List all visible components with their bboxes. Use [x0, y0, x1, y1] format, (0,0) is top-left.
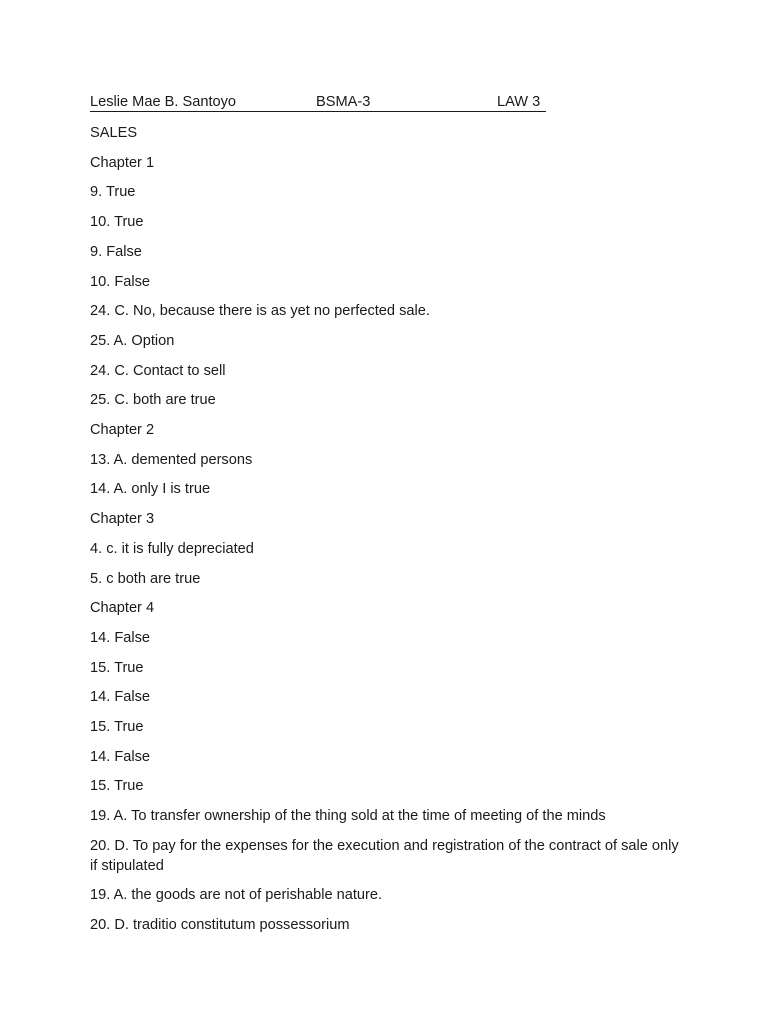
section-title: SALES	[90, 125, 138, 141]
answer-line: 19. A. the goods are not of perishable nature.	[90, 887, 383, 904]
answer-line: 19. A. To transfer ownership of the thing sold at the time of meeting of the minds	[90, 808, 606, 825]
answer-line: 15. True	[90, 719, 144, 736]
answer-line: 20. D. traditio constitutum possessorium	[90, 916, 350, 933]
answer-line: 20. D. To pay for the expenses for the execution and registration of the contract of sale only if stipulated	[90, 837, 679, 874]
chapter-heading: Chapter 4	[90, 600, 155, 617]
answer-line: 14. False	[90, 748, 151, 765]
subject-code: LAW 3	[497, 94, 541, 110]
answer-line: 5. c both are true	[90, 570, 201, 587]
answer-line: 9. True	[90, 184, 136, 201]
document-page	[90, 94, 680, 946]
answer-line: 14. False	[90, 629, 151, 646]
answer-line: 10. True	[90, 214, 144, 231]
answer-line: 25. A. Option	[90, 332, 175, 349]
answer-line: 25. C. both are true	[90, 392, 216, 409]
answer-line: 15. True	[90, 659, 144, 676]
answer-line: 14. A. only I is true	[90, 481, 211, 498]
answer-line: 24. C. No, because there is as yet no perfected sale.	[90, 303, 430, 320]
student-name: Leslie Mae B. Santoyo	[90, 94, 237, 110]
answer-line: 10. False	[90, 273, 151, 290]
answer-line: 14. False	[90, 689, 151, 706]
answer-line: 24. C. Contact to sell	[90, 362, 226, 379]
document-header	[90, 94, 546, 112]
course-code: BSMA-3	[316, 94, 371, 110]
answer-line: 9. False	[90, 243, 142, 260]
chapter-heading: Chapter 1	[90, 154, 155, 171]
answer-line: 15. True	[90, 778, 144, 795]
chapter-heading: Chapter 3	[90, 511, 155, 528]
answer-line: 4. c. it is fully depreciated	[90, 540, 254, 557]
chapter-heading: Chapter 2	[90, 422, 155, 439]
answer-line: 13. A. demented persons	[90, 451, 253, 468]
